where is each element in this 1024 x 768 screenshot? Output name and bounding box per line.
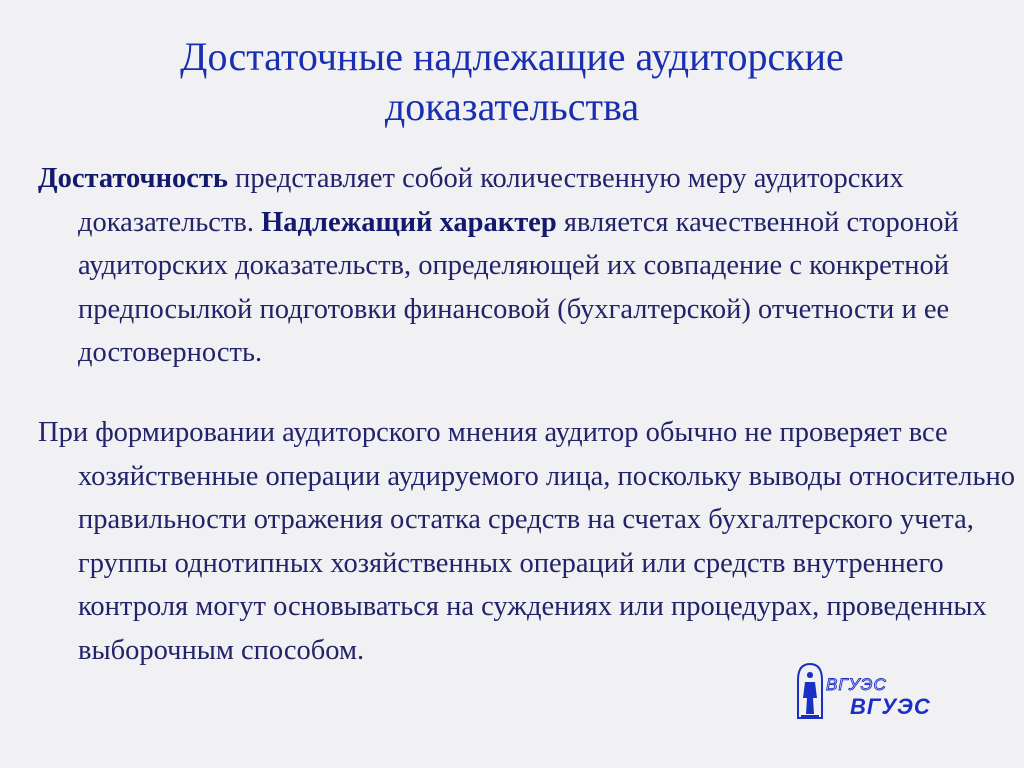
title-line-1: Достаточные надлежащие аудиторские [180, 34, 844, 79]
slide-title [60, 32, 964, 132]
logo-upper-text: ВГУЭС [826, 675, 887, 694]
paragraph-sampling [38, 411, 1024, 672]
university-logo [792, 660, 952, 720]
paragraph-1-text-1: представляет собой количественную меру аудиторских доказательств. [78, 163, 904, 238]
title-line-2: доказательства [384, 84, 640, 129]
term-appropriateness: Надлежащий характер [261, 206, 557, 238]
paragraph-sufficiency [38, 157, 1024, 375]
logo-lower-text: ВГУЭС [850, 694, 931, 719]
paragraph-1-text-2: является качественной стороной аудиторских доказательств, определяющей их совпадение с конкретной предпосылкой подготовки финансовой (бухгалтерской) отчетности и ее достоверность. [78, 206, 959, 368]
term-sufficiency: Достаточность [38, 163, 228, 194]
paragraph-2-text: При формировании аудиторского мнения аудитор обычно не проверяет все хозяйственные операции аудируемого лица, поскольку выводы относительно правильности отражения остатка средств на счетах бухгалтерского учета, группы однотипных хозяйственных операций или средств внутреннего контроля могут основываться на суждениях или процедурах, проведенных выборочным способом. [38, 417, 1016, 666]
university-logo-graphic [792, 660, 952, 720]
